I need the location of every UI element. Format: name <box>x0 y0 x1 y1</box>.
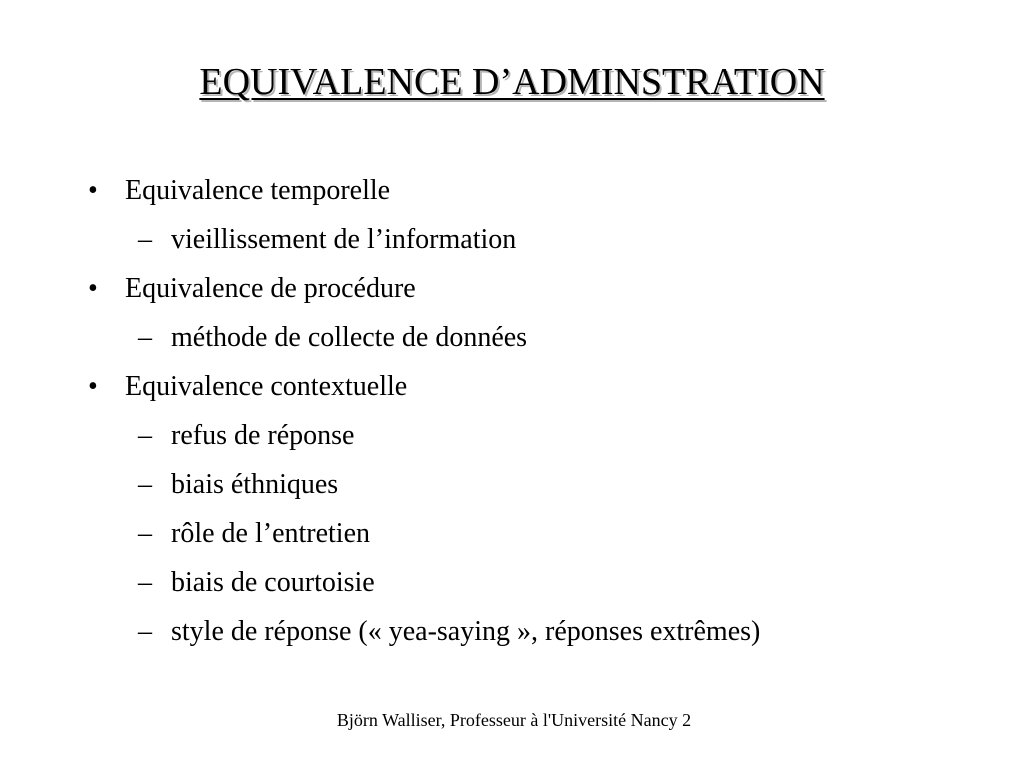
dash-marker: – <box>138 518 152 549</box>
dash-marker: – <box>138 224 152 255</box>
slide-footer <box>0 708 1024 732</box>
dash-marker: – <box>138 322 152 353</box>
sub-bullet-text: biais éthniques <box>171 469 339 500</box>
bullet-marker: • <box>88 273 98 304</box>
bullet-text: Equivalence contextuelle <box>125 371 408 402</box>
sub-bullet-text: style de réponse (« yea-saying », réponses extrêmes) <box>171 616 761 647</box>
dash-marker: – <box>138 420 152 451</box>
bullet-item <box>84 166 984 215</box>
dash-marker: – <box>138 616 152 647</box>
sub-bullet-text: vieillissement de l’information <box>171 224 517 255</box>
bullet-marker: • <box>88 371 98 402</box>
sub-bullet-item <box>84 607 984 656</box>
sub-bullet-item <box>84 558 984 607</box>
bullet-text: Equivalence temporelle <box>125 175 391 206</box>
sub-bullet-item <box>84 215 984 264</box>
bullet-text: Equivalence de procédure <box>125 273 416 304</box>
bullet-item <box>84 362 984 411</box>
sub-bullet-text: refus de réponse <box>171 420 355 451</box>
bullet-marker: • <box>88 175 98 206</box>
sub-bullet-item <box>84 411 984 460</box>
sub-bullet-item <box>84 313 984 362</box>
sub-bullet-text: méthode de collecte de données <box>171 322 528 353</box>
dash-marker: – <box>138 567 152 598</box>
sub-bullet-text: rôle de l’entretien <box>171 518 371 549</box>
sub-bullet-item <box>84 460 984 509</box>
footer-text: Björn Walliser, Professeur à l'Université Nancy 2 <box>336 710 692 730</box>
sub-bullet-text: biais de courtoisie <box>171 567 375 598</box>
bullet-item <box>84 264 984 313</box>
dash-marker: – <box>138 469 152 500</box>
bullet-list <box>84 166 984 656</box>
sub-bullet-item <box>84 509 984 558</box>
slide-title: EQUIVALENCE D’ADMINSTRATION <box>199 61 825 103</box>
